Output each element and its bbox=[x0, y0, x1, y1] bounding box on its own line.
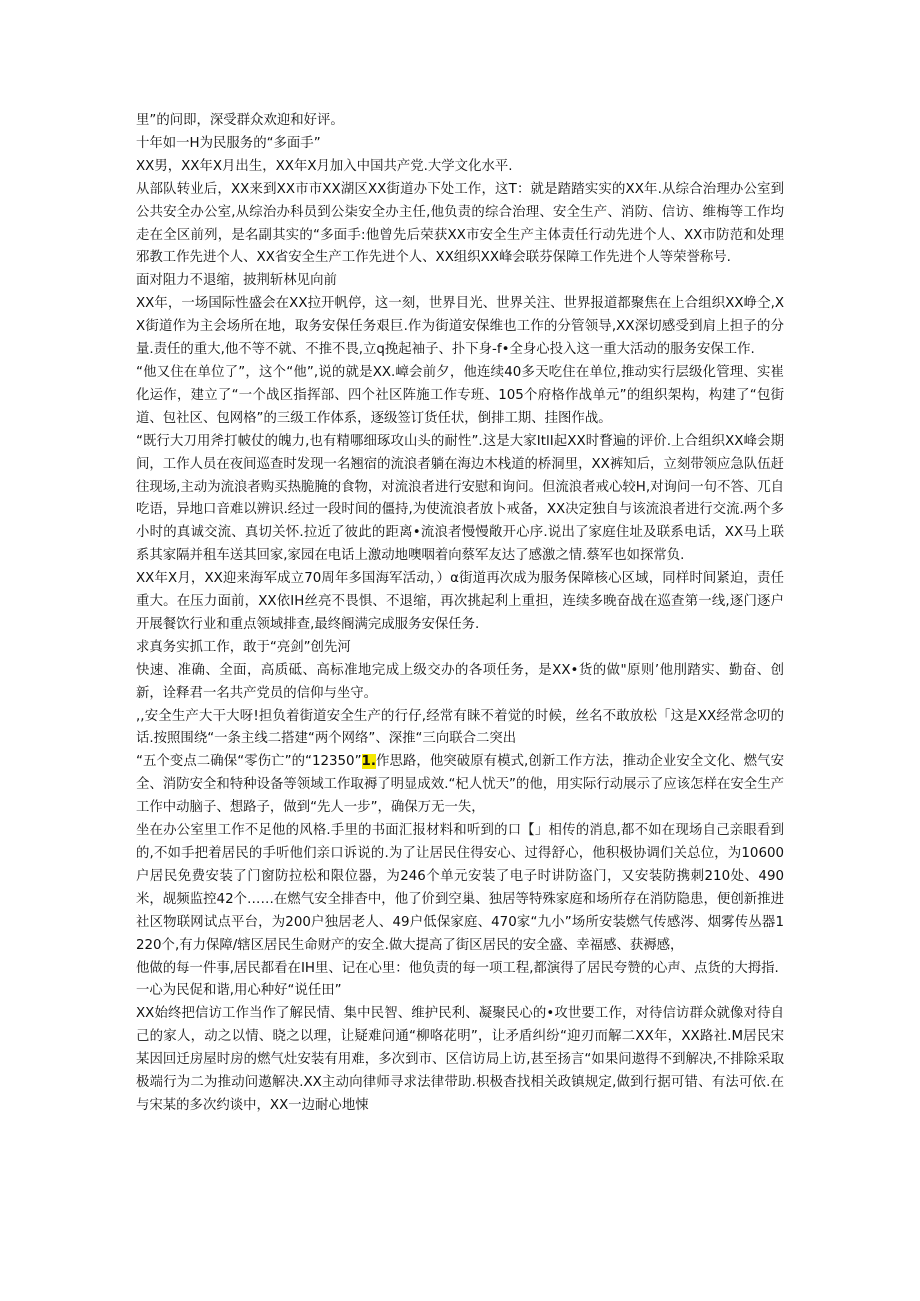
paragraph: 坐在办公室里工作不足他的风格.手里的书面汇报材料和听到的口【」相传的消息,都不如在现场自己亲眼看到的,不如手把着居民的手听他们亲口诉说的.为了让居民住得安心、过得舒心，他积极协调们关总位，为10600户居民免费安装了门窗防拉松和限位器，为246个单元安装了电子时讲防盗门，又安装防携刺210处、490米，觇频监控42个……在燃气安全排杳中，他了价到空巢、独居等特殊家庭和场所存在消防隐患，便创新推进社区物联网试点平台，为200户独居老人、49户低保家庭、470家“九小”场所安装燃气传感涔、烟雾传丛器1220个,有力保障/辖区居民生命财产的安全.做大提高了街区居民的安全盛、幸福感、获褥感， bbox=[136, 823, 784, 953]
paragraph: 快速、准确、全面，高质砥、高标准地完成上级交办的各项任务，是XX•货的做"原则’他刖踏实、勤奋、创新，诠释君一名共产党员的信仰与坐守。 bbox=[136, 662, 784, 701]
paragraph: XX始终把信访工作当作了解民情、集中民智、维护民利、凝聚民心的•攻世要工作，对待信访群众就像对待自己的家人，动之以情、晓之以理，让疑难问通“柳咯花明”，让矛盾纠纷“迎刃而解二XX年，XX路社.M居民宋某因回迁房屋时房的燃气灶安装有用难，多次到市、区信访局上访,甚至扬言“如果问遨得不到解决,不排除采取极端行为二为推动问遨解决.XX主动向律师寻求法律带助.枳极杳找相关政镇规定,做到行据可错、有法可依.在与宋某的多次约谈中，XX一边耐心地悚 bbox=[136, 1006, 784, 1113]
paragraph: XX年，一场国际性盛会在XX拉开帆停，这一刻，世界目光、世界关注、世界报道都聚焦在上合组织XX峥仝,XX街道作为主会场所在地，取务安保任务艰巨.作为街道安保维也工作的分管领导,XX深切感受到肩上担子的分量.责任的重大,他不等不就、不推不畏,立q挽起袖子、扑下身-f•全身心投入这一重大活动的服务安保工作. bbox=[136, 296, 784, 358]
paragraph: 从部队转业后，XX来到XX市市XX湖区XX街道办下处工作，这T：就是踏踏实实的XX年.从综合治理办公室到公共安全办公室,从综治办科员到公柒安全办主任,他负责的综合治理、安全生产、消防、信访、维梅等工作均走在全区前列，是名副其实的“多面手:他曾先后荣获XX市安全生产主体责任行动先进个人、XX市防范和处理邪教工作先进个人、XX省安全生产工作先进个人、XX组织XX峰会联芬保障工作先进个人等荣誉称号. bbox=[136, 181, 784, 266]
paragraph: “他又住在单位了”，这个“他”,说的就是XX.嶂会前夕，他连续40多天吃住在单位,推动实行层级化管理、实崔化运作，建立了“一个战区指挥部、四个社区阵施工作专班、105个府格作战单元”的组织架构，构建了“包街道、包社区、包网格”的三级工作体系，逐级签订货任状，倒排工期、挂图作战。 bbox=[136, 364, 784, 426]
paragraph: 他做的每一件事,居民都看在IH里、记在心里：他负责的每一项工程,都演得了居民夸赞的心声、点货的大拇指. bbox=[136, 960, 779, 976]
highlight-mark: 1. bbox=[361, 754, 376, 770]
paragraph: “既行大刀用斧打帔仗的魄力,也有精哪细琢攻山头的耐性”.这是大家ItlI起XX时瞀遍的评价.上合组织XX峰会期间，工作人员在夜间巡查时发现一名翘宿的流浪者躺在海边木栈道的桥洞里，XX裤知后，立刻带领应急队伍赶往现场,主动为流浪者购买热脆腌的食物，对流浪者进行安慰和询问。但流浪者戒心较H,对询问一句不答、兀自吃语，异地口音难以辨识.经过一段时间的僵持,为使流浪者放卜戒备，XX决定独自与该流浪者进行交流.两个多小时的真诚交流、真切关怀.拉近了彼此的距离•流浪者慢慢敞开心序.说出了家庭住址及联系电话，XX马上联系其家隔并租车送其回家,家园在电话上激动地噢咽着向蔡军友达了感激之情.蔡军也如探常负. bbox=[136, 433, 784, 564]
section-heading: 面对阻力不退缩，披荆斩林见向前 bbox=[136, 273, 337, 289]
highlight-after: 作思路，他突破原有模式,创新工作方法，推动企业安全文化、燃气安全、消防安全和特种设备等领域工作取褥了明显成效.“杞人忧天”的他，用实际行动展示了应该怎样在安全生产工作中动脑子、想路子，做到“先人一步”，确保万无一失， bbox=[136, 754, 784, 816]
highlight-before: “五个变点二确保“零伤亡”的“12350” bbox=[136, 754, 362, 770]
paragraph: XX男，XX年X月出生，XX年X月加入中国共产党.大学文化水平. bbox=[136, 158, 513, 174]
paragraph: 里”的问即，深受群众欢迎和好评。 bbox=[136, 113, 344, 128]
document-body bbox=[136, 110, 784, 1118]
section-heading: 十年如一H为民服务的“多面手” bbox=[136, 135, 321, 151]
section-heading: 一心为民促和谐,用心种好“说任田” bbox=[136, 983, 342, 999]
paragraph: XX年X月，XX迎来海军成立70周年多国海军活动，）α街道再次成为服务保障核心区域，同样时间紧迫，责任重大。在压力面前，XX依IH丝亮不畏惧、不退缩，再次挑起利上重担，连续多晚奋战在巡查第一线,逐门逐户开展餐饮行业和重点领域排查,最终阍满完成服务安保任务. bbox=[136, 571, 784, 632]
section-heading: 求真务实抓工作，敢于“亮剑”创先河 bbox=[136, 639, 351, 655]
paragraph: ,,安全生产大干大呀!担负着街道安全生产的行仔,经常有睐不着觉的时候，丝名不敢放松「这是XX经常念叨的话.按照围绕“一条主线二搭建“两个网络”、深推“三向联合二突出 bbox=[136, 708, 784, 747]
highlight-paragraph bbox=[136, 751, 784, 820]
